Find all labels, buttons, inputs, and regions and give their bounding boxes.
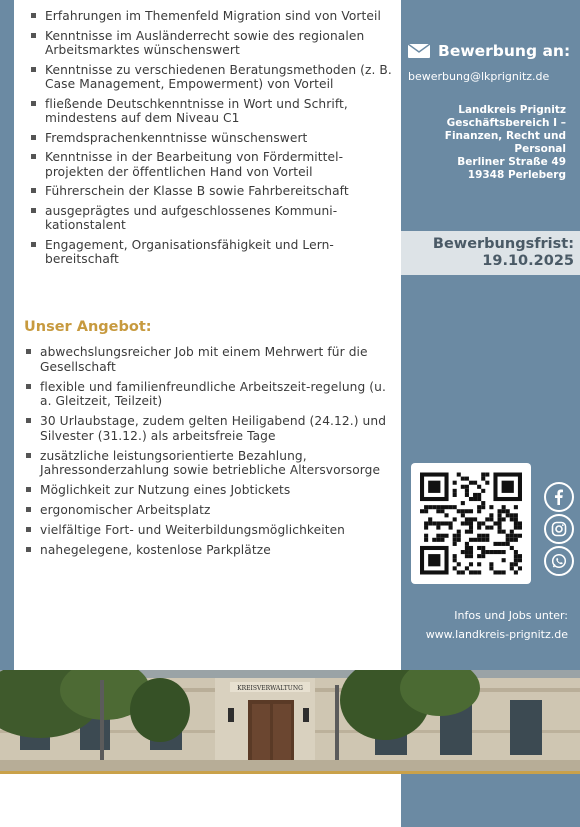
address-line: Landkreis Prignitz [458, 104, 566, 116]
building-photo [0, 670, 580, 772]
facebook-icon[interactable] [544, 482, 574, 512]
qr-code[interactable] [411, 463, 531, 584]
list-item: abwechslungsreicher Job mit einem Mehrwert für die Gesellschaft [40, 345, 390, 374]
list-item: Kenntnisse im Ausländerrecht sowie des regionalen Arbeitsmarktes wünschenswert [45, 29, 395, 58]
address-line: Geschäftsbereich I – [446, 117, 566, 129]
social-links [544, 482, 574, 576]
address-line: Berliner Straße 49 [457, 156, 566, 168]
infos-label: Infos und Jobs unter: [454, 609, 568, 622]
requirements-list [45, 9, 395, 272]
list-item: Kenntnisse zu verschiedenen Beratungsmethoden (z. B. Case Management, Empowerment) von Vorteil [45, 63, 395, 92]
list-item: ergonomischer Arbeitsplatz [40, 503, 390, 518]
list-item: 30 Urlaubstage, zudem gelten Heiligabend (24.12.) und Silvester (31.12.) als arbeitsfreie Tage [40, 414, 390, 443]
list-item: Engagement, Organisationsfähigkeit und Lern-bereitschaft [45, 238, 395, 267]
list-item: nahegelegene, kostenlose Parkplätze [40, 543, 390, 558]
deadline-box [401, 231, 580, 275]
website-link[interactable]: www.landkreis-prignitz.de [425, 628, 568, 641]
building-sign: KREISVERWALTUNG [237, 685, 303, 692]
list-item: Kenntnisse in der Bearbeitung von Fördermittel-projekten der öffentlichen Hand von Vorteil [45, 150, 395, 179]
postal-address [416, 104, 566, 182]
list-item: zusätzliche leistungsorientierte Bezahlung, Jahressonderzahlung sowie betriebliche Altersvorsorge [40, 449, 390, 478]
list-item: vielfältige Fort- und Weiterbildungsmöglichkeiten [40, 523, 390, 538]
footer-white-block [0, 774, 401, 827]
list-item: Möglichkeit zur Nutzung eines Jobtickets [40, 483, 390, 498]
mail-icon [408, 44, 430, 58]
list-item: ausgeprägtes und aufgeschlossenes Kommuni-kationstalent [45, 204, 395, 233]
instagram-icon[interactable] [544, 514, 574, 544]
list-item: fließende Deutschkenntnisse in Wort und Schrift, mindestens auf dem Niveau C1 [45, 97, 395, 126]
address-line: Finanzen, Recht und [444, 130, 566, 142]
address-line: 19348 Perleberg [467, 169, 566, 181]
whatsapp-icon[interactable] [544, 546, 574, 576]
footer-blue-block [401, 774, 580, 827]
deadline-label: Bewerbungsfrist: [432, 236, 574, 252]
list-item: Fremdsprachenkenntnisse wünschenswert [45, 131, 395, 146]
content-panel [14, 0, 401, 670]
list-item: flexible und familienfreundliche Arbeitszeit-regelung (u. a. Gleitzeit, Teilzeit) [40, 380, 390, 409]
offer-heading: Unser Angebot: [24, 319, 152, 335]
list-item: Führerschein der Klasse B sowie Fahrbereitschaft [45, 184, 395, 199]
apply-email-link[interactable]: bewerbung@lkprignitz.de [408, 70, 550, 83]
apply-heading [408, 42, 570, 60]
offer-list [40, 345, 390, 563]
qr-code-icon [420, 472, 522, 575]
apply-heading-label: Bewerbung an: [438, 42, 571, 60]
deadline-date: 19.10.2025 [482, 253, 574, 269]
address-line: Personal [514, 143, 566, 155]
list-item: Erfahrungen im Themenfeld Migration sind von Vorteil [45, 9, 395, 24]
